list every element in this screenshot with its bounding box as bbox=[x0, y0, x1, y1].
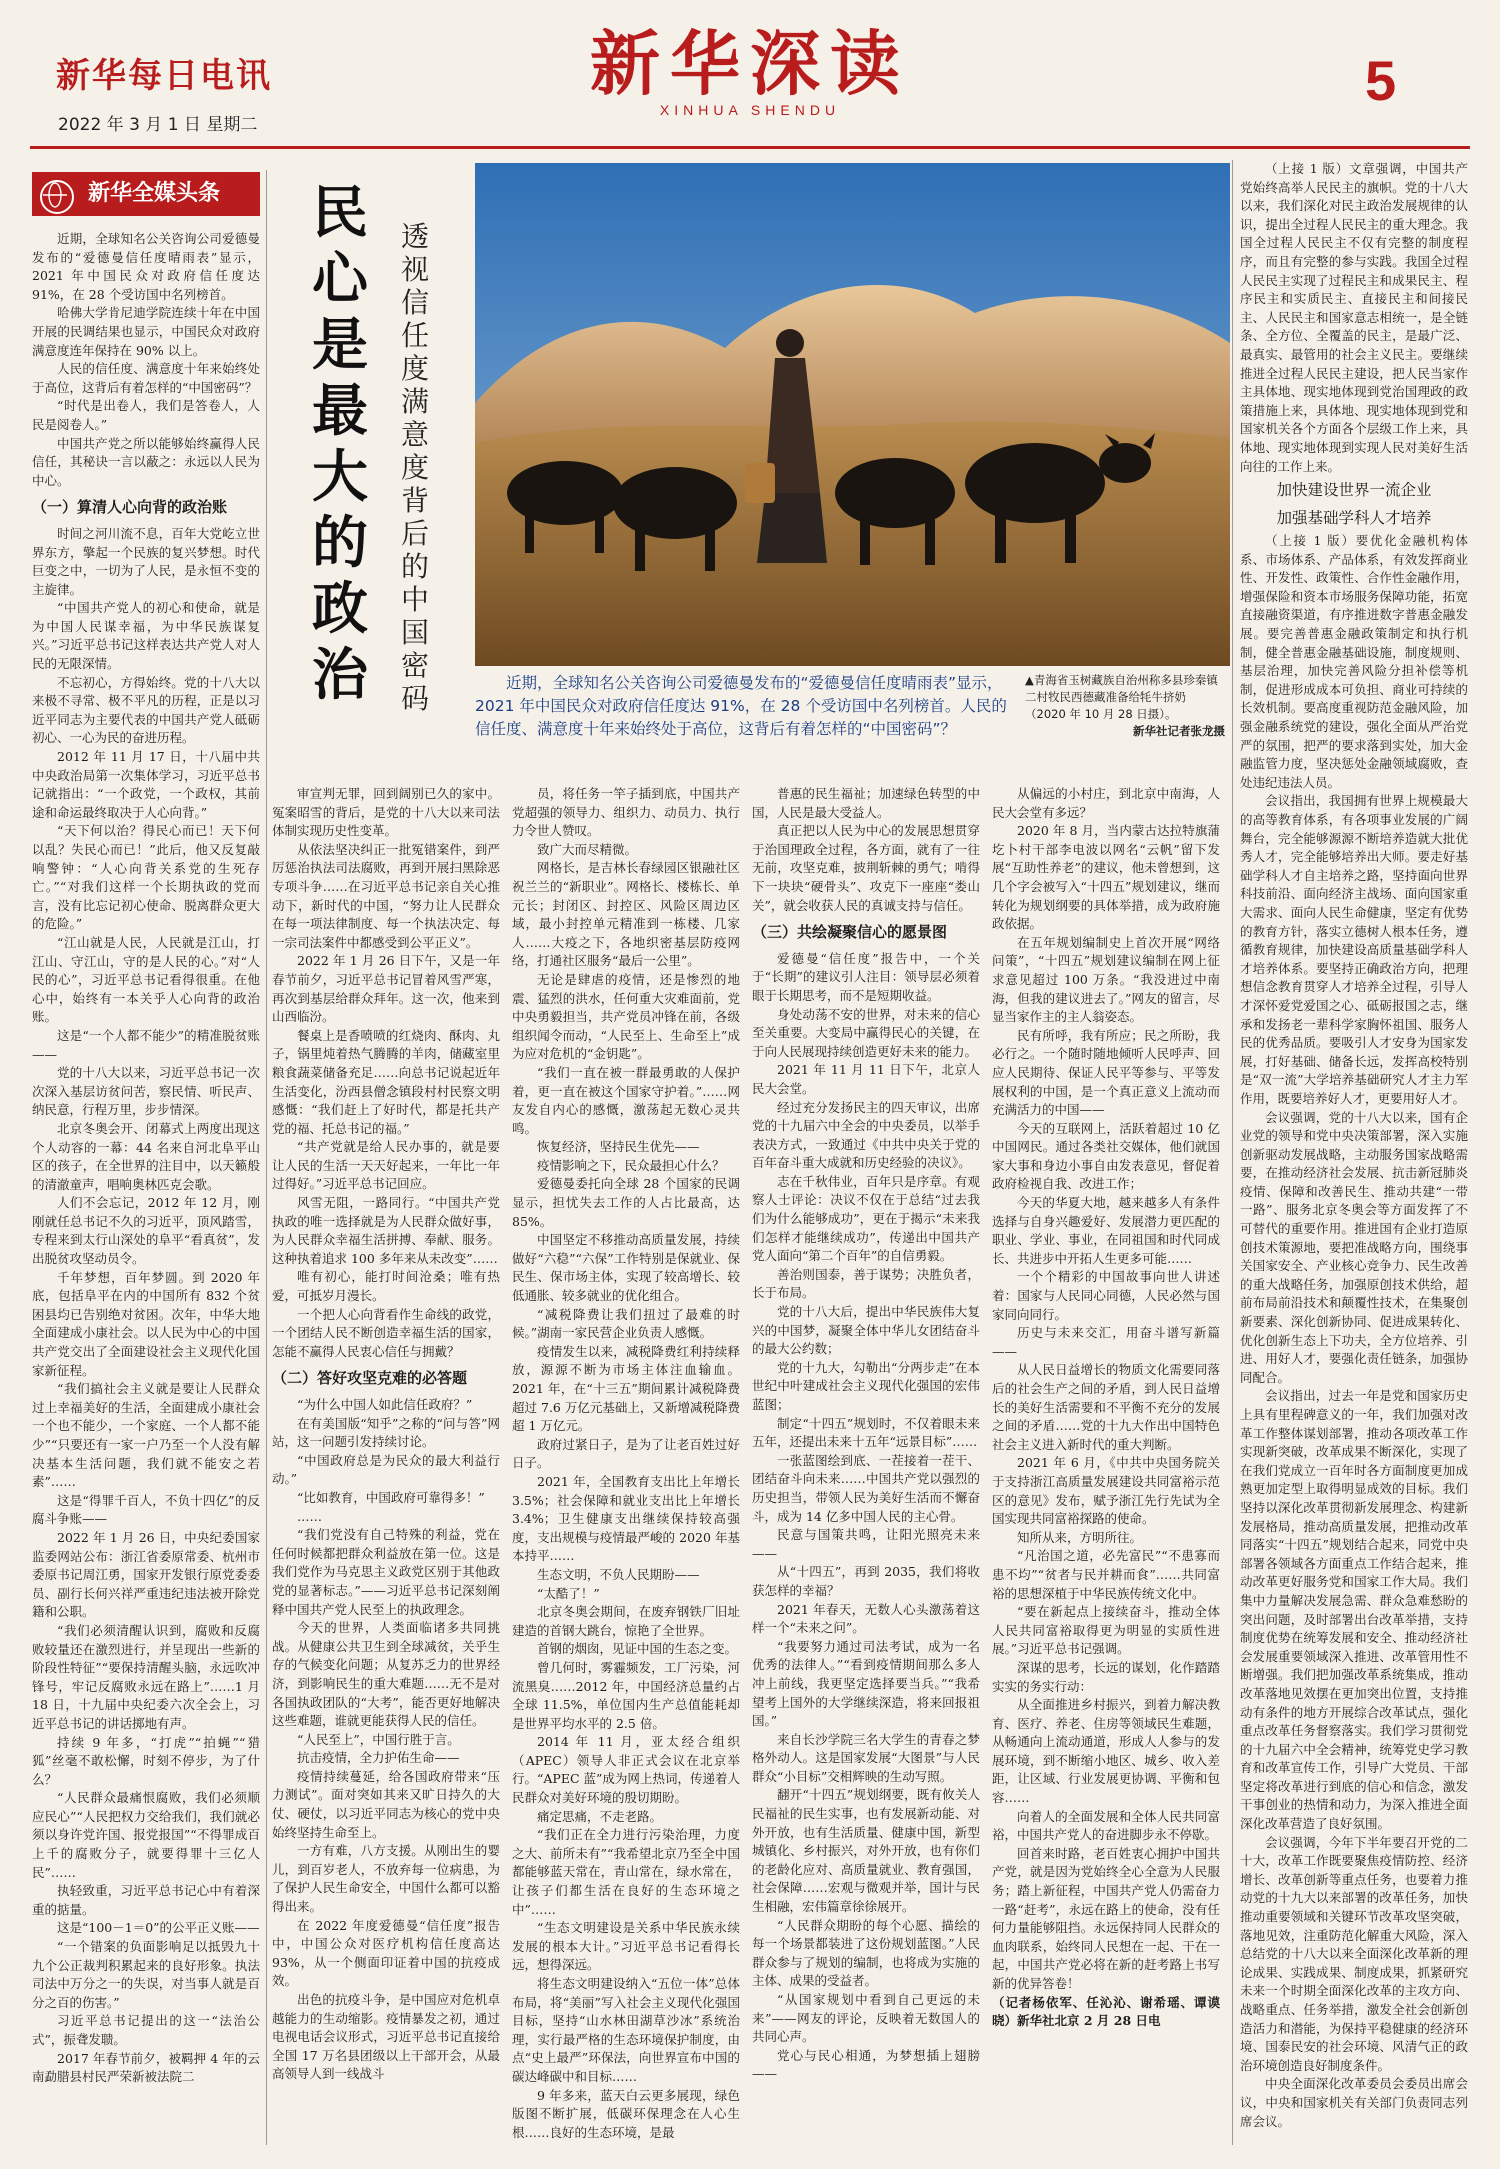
paragraph: 回首来时路，老百姓衷心拥护中国共产党，就是因为党始终全心全意为人民服务；踏上新征程，中国共产党人仍需奋力一路“赶考”，永远在路上的使命，没有任何力量能够阻挡。永远保持同人民群众的血肉联系，始终同人民想在一起、干在一起，中国共产党必将在新的赶考路上书写新的优异答卷！ bbox=[992, 1845, 1220, 1991]
paragraph: 2022 年 1 月 26 日下午，又是一年春节前夕，习近平总书记冒着风雪严寒，再次到基层给群众拜年。这一次，他来到山西临汾。 bbox=[272, 953, 500, 1025]
paragraph: 曾几何时，雾霾频发，工厂污染，河流黑臭……2012 年，中国经济总量约占全球 11.5%，单位国内生产总值能耗却是世界平均水平的 2.5 倍。 bbox=[512, 1659, 740, 1731]
globe-icon bbox=[40, 180, 74, 214]
paragraph: “我要努力通过司法考试，成为一名优秀的法律人。”“看到疫情期间那么多人冲上前线，我更坚定选择要当兵。”“我希望考上国外的大学继续深造，将来回报祖国。” bbox=[752, 1638, 980, 1729]
paragraph: （上接 1 版）文章强调，中国共产党始终高举人民民主的旗帜。党的十八大以来，我们深化对民主政治发展规律的认识，提出全过程人民民主的重大理念。我国全过程人民民主不仅有完整的制度程序，而且有完整的参与实践。我国全过程人民民主实现了过程民主和成果民主、程序民主和实质民主、直接民主和间接民主、人民民主和国家意志相统一，是全链条、全方位、全覆盖的民主，是最广泛、最真实、最管用的社会主义民主。要继续推进全过程人民民主建设，把人民当家作主具体地、现实地体现到党治国理政的政策措施上来，具体地、现实地体现到党和国家机关各个方面各个层级工作上来，具体地、现实地体现到实现人民对美好生活向往的工作上来。 bbox=[1240, 161, 1468, 474]
paragraph: 2017 年春节前夕，被羁押 4 年的云南勐腊县村民严荣新被法院二 bbox=[32, 2050, 260, 2085]
paragraph: 民有所呼，我有所应；民之所盼，我必行之。一个随时随地倾听人民呼声、回应人民期待、保证人民平等参与、平等发展权利的中国，是一个真正意义上流动而充满活力的中国—— bbox=[992, 1027, 1220, 1118]
paragraph: “凡治国之道，必先富民”“不患寡而患不均”“贫者与民并耕而食”……共同富裕的思想深植于中华民族传统文化中。 bbox=[992, 1548, 1220, 1601]
column-divider bbox=[1232, 160, 1233, 2145]
paragraph: “生态文明建设是关系中华民族永续发展的根本大计。”习近平总书记看得长远，想得深远。 bbox=[512, 1920, 740, 1973]
paragraph: 北京冬奥会开、闭幕式上两度出现这个人动容的一幕：44 名来自河北阜平山区的孩子，在全世界的注目中，以天籁般的清澈童声，唱响奥林匹克会歌。 bbox=[32, 1120, 260, 1192]
paragraph: 会议强调，今年下半年要召开党的二十大，改革工作既要聚焦疫情防控、经济增长、改革创新等重点任务，也要着力推动党的十九大以来部署的改革任务，加快推动重要领域和关键环节改革攻坚突破，落地见效，注重防范化解重大风险，深入总结党的十八大以来全面深化改革新的理论成果、实践成果、制度成果，抓紧研究未来一个时期全面深化改革的主攻方向、战略重点、任务举措，激发全社会创新创造活力和潜能，为保持平稳健康的经济环境、国泰民安的社会环境、风清气正的政治环境创造良好制度条件。 bbox=[1240, 1834, 1468, 2073]
paragraph: “一个错案的负面影响足以抵毁九十九个公正裁判积累起来的良好形象。执法司法中万分之一的失误，对当事人就是百分之百的伤害。” bbox=[32, 1939, 260, 2010]
paragraph: 员，将任务一竿子插到底，中国共产党超强的领导力、组织力、动员力、执行力令世人赞叹。 bbox=[512, 786, 740, 839]
sub-headline: 透视信任度满意度背后的中国密码 bbox=[400, 220, 429, 715]
paragraph: “我们搞社会主义就是要让人民群众过上幸福美好的生活，全面建成小康社会一个也不能少，一个家庭、一个人都不能少”“只要还有一家一户乃至一个人没有解决基本生活问题，我们就不能安之若素”…… bbox=[32, 1381, 260, 1490]
paragraph: “中国政府总是为民众的最大利益行动。” bbox=[272, 1452, 500, 1487]
paragraph: 深谋的思考，长远的谋划，化作踏踏实实的务实行动： bbox=[992, 1659, 1220, 1694]
column-divider bbox=[266, 170, 267, 2145]
article-column-4 bbox=[752, 785, 980, 2145]
paragraph: 中国坚定不移推动高质量发展，持续做好“六稳”“六保”工作特别是保就业、保民生、保市场主体，实现了较高增长、较低通胀、较多就业的优化组合。 bbox=[512, 1232, 740, 1304]
paragraph: 北京冬奥会期间，在废弃钢铁厂旧址建造的首钢大跳台，惊艳了全世界。 bbox=[512, 1604, 740, 1638]
title-line: 加快建设世界一流企业 bbox=[1276, 481, 1432, 500]
paragraph: “共产党就是给人民办事的，就是要让人民的生活一天天好起来，一年比一年过得好。”习近平总书记回应。 bbox=[272, 1139, 500, 1192]
paragraph: 抗击疫情，全力护佑生命—— bbox=[297, 1750, 460, 1766]
paragraph: 知所从来，方明所往。 bbox=[1017, 1529, 1143, 1545]
paragraph: 中央全面深化改革委员会委员出席会议，中央和国家机关有关部门负责同志列席会议。 bbox=[1240, 2076, 1468, 2129]
section-title bbox=[520, 22, 980, 118]
paragraph: “为什么中国人如此信任政府？” bbox=[297, 1397, 473, 1412]
paragraph: 痛定思痛，不走老路。 bbox=[537, 1808, 663, 1824]
article-byline: （记者杨依军、任沁沁、谢希瑶、谭谟晓）新华社北京 2 月 28 日电 bbox=[992, 1994, 1220, 2029]
paragraph: 党心与民心相通，为梦想插上翅膀—— bbox=[752, 2047, 980, 2082]
paragraph: 在五年规划编制史上首次开展“网络问策”，“十四五”规划建议编制在网上征求意见超过 100 万条。“我没进过中南海，但我的建议进去了。”网友的留言，尽显当家作主的主人翁姿态。 bbox=[992, 934, 1220, 1025]
paragraph: “我们一直在被一群最勇敢的人保护着，更一直在被这个国家守护着。”……网友发自内心的感慨，激荡起无数心灵共鸣。 bbox=[512, 1064, 740, 1136]
paragraph: 疫情影响之下，民众最担心什么？ bbox=[537, 1157, 725, 1173]
article-body bbox=[752, 785, 980, 915]
paragraph: “时代是出卷人，我们是答卷人，人民是阅卷人。” bbox=[32, 398, 260, 432]
paragraph: “人民群众最痛恨腐败，我们必须顺应民心”“人民把权力交给我们，我们就必须以身许党许国、报党报国”“不得罪成百上千的腐败分子，就要得罪十三亿人民”…… bbox=[32, 1790, 260, 1880]
continued-article-2 bbox=[1240, 532, 1468, 2131]
paragraph: 疫情发生以来，减税降费红利持续释放，源源不断为市场主体注血输血。2021 年，在“十三五”期间累计减税降费超过 7.6 万亿元基础上，又新增减税降费超 1 万亿元。 bbox=[512, 1343, 740, 1434]
paragraph: 从人民日益增长的物质文化需要同落后的社会生产之间的矛盾，到人民日益增长的美好生活需要和不平衡不充分的发展之间的矛盾……党的十九大作出中国特色社会主义进入新时代的重大判断。 bbox=[992, 1362, 1220, 1452]
continued-column bbox=[1240, 160, 1468, 2150]
paragraph: 哈佛大学肯尼迪学院连续十年在中国开展的民调结果也显示，中国民众对政府满意度连年保持在 90% 以上。 bbox=[32, 305, 260, 358]
article-body bbox=[272, 785, 500, 1361]
paragraph: 近期，全球知名公关咨询公司爱德曼发布的“爱德曼信任度晴雨表”显示，2021 年中国民众对政府信任度达 91%，在 28 个受访国中名列榜首。 bbox=[32, 231, 260, 302]
main-headline: 民心是最大的政治 bbox=[312, 180, 368, 708]
section-heading-2: （二）答好攻坚克难的必答题 bbox=[272, 1369, 468, 1388]
paragraph: “我们正在全力进行污染治理，力度之大、前所未有”“我希望北京乃至全中国都能够蓝天常在，青山常在，绿水常在，让孩子们都生活在良好的生态环境之中”…… bbox=[512, 1827, 740, 1917]
paragraph: 恢复经济，坚持民生优先—— bbox=[537, 1139, 700, 1155]
paragraph: “从国家规划中看到自己更远的未来”——网友的评论，反映着无数国人的共同心声。 bbox=[752, 1992, 980, 2045]
paragraph: “太酷了！” bbox=[537, 1585, 600, 1601]
article-column-3 bbox=[512, 785, 740, 2145]
paragraph: 从依法坚决纠正一批冤错案件，到严厉惩治执法司法腐败，再到开展扫黑除恶专项斗争……在习近平总书记亲自关心推动下，新时代的中国，“努力让人民群众在每一项法律制度、每一个执法决定、每一宗司法案件中都感受到公平正义”。 bbox=[272, 841, 500, 950]
paragraph: 来自长沙学院三名大学生的青春之梦格外动人。这是国家发展“大图景”与人民群众“小目标”交相辉映的生动写照。 bbox=[752, 1731, 980, 1784]
paragraph: 2021 年，全国教育支出比上年增长 3.5%；社会保障和就业支出比上年增长 3.4%；卫生健康支出继续保持较高强度，支出规模与疫情最严峻的 2020 年基本持平…… bbox=[512, 1473, 740, 1564]
article-column-5 bbox=[992, 785, 1220, 2145]
continued-article-2-title bbox=[1240, 476, 1468, 532]
paragraph: 党的十八大后，提出中华民族伟大复兴的中国梦，凝聚全体中华儿女团结奋斗的最大公约数； bbox=[752, 1304, 980, 1357]
paragraph: “减税降费让我们扭过了最难的时候。”湖南一家民营企业负责人感慨。 bbox=[512, 1306, 740, 1341]
paragraph: 首钢的烟囱，见证中国的生态之变。 bbox=[537, 1641, 738, 1657]
article-body bbox=[32, 525, 260, 2087]
paragraph: 党的十九大，勾勒出“分两步走”在本世纪中叶建成社会主义现代化强国的宏伟蓝图； bbox=[752, 1359, 980, 1412]
paragraph: 2021 年 6 月，《中共中央国务院关于支持浙江高质量发展建设共同富裕示范区的意见》发布，赋予浙江先行先试为全国实现共同富裕探路的使命。 bbox=[992, 1455, 1220, 1527]
photo-caption-main: 近期，全球知名公关咨询公司爱德曼发布的“爱德曼信任度晴雨表”显示，2021 年中国民众对政府信任度达 91%，在 28 个受访国中名列榜首。人民的信任度、满意度十年来始终处于高位，这背后有着怎样的“中国密码”？ bbox=[475, 674, 1007, 738]
title-line: 加强基础学科人才培养 bbox=[1276, 509, 1432, 528]
paragraph: 从全面推进乡村振兴，到着力解决教育、医疗、养老、住房等领域民生难题，从畅通向上流动通道，形成人人参与的发展环境，到不断缩小地区、城乡、收入差距，让区域、行业发展更协调、平衡和包容…… bbox=[992, 1697, 1220, 1806]
article-column-1 bbox=[32, 230, 260, 2145]
paragraph: “人民至上”，中国行胜于言。 bbox=[297, 1731, 460, 1747]
paragraph: 持续 9 年多，“打虎”“拍蝇”“猎狐”丝毫不敢松懈，时刻不停步，为了什么？ bbox=[32, 1734, 260, 1787]
paragraph: 会议指出，过去一年是党和国家历史上具有里程碑意义的一年，我们加强对改革工作整体谋划部署，推动各项改革工作实现新突破，改革成果不断深化，实现了在我们党成立一百年时各方面制度更加成熟更加定型上取得明显成效的目标。我们坚持以深化改革贯彻新发展理念、构建新发展格局，推动高质量发展，把推动改革同落实“十四五”规划结合起来，同党中央部署各领域各方面重点工作结合起来，推动改革更好服务党和国家工作大局。我们集中力量解决发展急需、群众急难愁盼的突出问题，及时部署出台改革举措，支持制度优势在统筹发展和安全、推动经济社会发展重要领域深入推进、改革管用性不断增强。我们把加强改革系统集成，推动改革落地见效摆在更加突出位置，支持推动有条件的地方开展综合改革试点，强化重点改革任务督察落实。我们学习贯彻党的十九届六中全会精神，统筹党史学习教育和改革宣传工作，引导广大党员、干部坚定将改革进行到底的信心和信念，激发干事创业的热情和动力，为深入推进全面深化改革营造了良好氛围。 bbox=[1240, 1388, 1468, 1832]
column-banner: 新华全媒头条 bbox=[32, 172, 260, 216]
paragraph: 风雪无阻，一路同行。“中国共产党执政的唯一选择就是为人民群众做好事，为人民群众幸福生活拼搏、奉献、服务。这种执着追求 100 多年来从未改变”…… bbox=[272, 1195, 500, 1266]
paragraph: 2012 年 11 月 17 日，十八届中共中央政治局第一次集体学习，习近平总书记就指出：“一个政党，一个政权，其前途和命运最终取决于人心向背。” bbox=[32, 749, 260, 820]
paragraph: 致广大而尽精微。 bbox=[537, 841, 638, 857]
paragraph: 在有美国版“知乎”之称的“问与答”网站，这一问题引发持续讨论。 bbox=[272, 1415, 500, 1450]
paragraph: 会议指出，我国拥有世界上规模最大的高等教育体系，有各项事业发展的广阔舞台，完全能够源源不断培养造就大批优秀人才，完全能够培养出大师。要走好基础学科人才自主培养之路，坚持面向世界科技前沿、面向经济主战场、面向国家重大需求、面向人民生命健康，坚定有优势的教育方针，落实立德树人根本任务，遵循教育规律，加快建设高质量基础学科人才培养体系。要坚持正确政治方向，把理想信念教育贯穿人才培养全过程，引导人才深怀爱党爱国之心、砥砺报国之志，继承和发扬老一辈科学家胸怀祖国、服务人民的优秀品质。要吸引人才安身为国家发展，打好基础、储备长远，发挥高校特别是“双一流”大学培养基础研究人才主力军作用，既要培养好人才，更要用好人才。 bbox=[1240, 793, 1468, 1106]
paragraph: 今天的华夏大地，越来越多人有条件选择与自身兴趣爱好、发展潜力更匹配的职业、学业、事业，在同祖国和时代同成长、共进步中开拓人生更多可能…… bbox=[992, 1195, 1220, 1266]
paragraph: “人民群众期盼的每个心愿、描绘的每一个场景都装进了这份规划蓝图。”人民群众参与了规划的编制，也将成为实施的主体、成果的受益者。 bbox=[752, 1917, 980, 1989]
article-column-2 bbox=[272, 785, 500, 2145]
paragraph: 一方有难，八方支援。从刚出生的婴儿，到百岁老人，不放弃每一位病患，为了保护人民生命安全，中国什么都可以豁得出来。 bbox=[272, 1843, 500, 1915]
paragraph: 无论是肆虐的疫情，还是惨烈的地震、猛烈的洪水，任何重大灾难面前，党中央勇毅担当，共产党员冲锋在前，各级组织闻令而动，“人民至上、生命至上”成为应对危机的“金钥匙”。 bbox=[512, 971, 740, 1062]
paragraph: 网格长，是吉林长春绿园区银融社区祝兰兰的“新职业”。网格长、楼栋长、单元长；封闭区、封控区、风险区周边区域，最小封控单元精准到一栋楼、几家人……大疫之下，各地织密基层防疫网络，打通社区服务“最后一公里”。 bbox=[512, 860, 740, 969]
paragraph: …… bbox=[297, 1508, 322, 1524]
article-body bbox=[752, 950, 980, 2084]
paragraph: 志在千秋伟业，百年只是序章。有观察人士评论：决议不仅在于总结“过去我们为什么能够成功”，更在于揭示“未来我们怎样才能继续成功”，传递出中国共产党人面向“第二个百年”的自信勇毅。 bbox=[752, 1173, 980, 1264]
page-number: 5 bbox=[1365, 49, 1397, 112]
paragraph: 执轻致重，习近平总书记心中有着深重的掂量。 bbox=[32, 1883, 260, 1917]
paragraph: 出色的抗疫斗争，是中国应对危机卓越能力的生动缩影。疫情暴发之初，通过电视电话会议形式，习近平总书记直接给全国 17 万名县团级以上干部开会，从最高领导人到一线战斗 bbox=[272, 1992, 500, 2082]
paragraph: （上接 1 版）要优化金融机构体系、市场体系、产品体系，有效发挥商业性、开发性、政策性、合作性金融作用，增强保险和资本市场服务保障功能，拓宽直接融资渠道，有序推进数字普惠金融发展。要完善普惠金融政策制定和执行机制，健全普惠金融基础设施，制度规则、基层治理，加快完善风险分担补偿等机制，促进形成成本可负担、商业可持续的长效机制。要高度重视防范金融风险，加强金融系统党的建设，强化全面从严治党严的氛围，把严的要求落到实处，加大金融监管力度，坚决惩处金融领域腐败，查处违纪违法人员。 bbox=[1240, 533, 1468, 790]
article-body bbox=[992, 785, 1220, 1994]
paragraph: 唯有初心，能打时间沧桑；唯有热爱，可抵岁月漫长。 bbox=[272, 1269, 500, 1304]
paragraph: “比如教育，中国政府可靠得多！” bbox=[297, 1489, 485, 1505]
paragraph: 9 年多来，蓝天白云更多展现，绿色版图不断扩展，低碳环保理念在人心生根……良好的生态环境，是最 bbox=[512, 2087, 740, 2140]
article-intro bbox=[32, 230, 260, 490]
paragraph: 制定“十四五”规划时，不仅着眼未来五年，还提出未来十五年“远景目标”…… bbox=[752, 1415, 980, 1450]
paragraph: 善治则国泰，善于谋势；决胜负者，长于布局。 bbox=[752, 1266, 980, 1301]
paragraph: “中国共产党人的初心和使命，就是为中国人民谋幸福，为中华民族谋复兴。”习近平总书记这样表达共产党人对人民的无限深情。 bbox=[32, 600, 260, 672]
paragraph: 这是“得罪千百人，不负十四亿”的反腐斗争账—— bbox=[32, 1492, 260, 1527]
paragraph: 将生态文明建设纳入“五位一体”总体布局，将“美丽”写入社会主义现代化强国目标，坚持“山水林田湖草沙冰”系统治理，实行最严格的生态环境保护制度，由点“史上最严”环保法，向世界宣布中国的碳达峰碳中和目标…… bbox=[512, 1976, 740, 2084]
paragraph: 普惠的民生福祉；加速绿色转型的中国，人民是最大受益人。 bbox=[752, 786, 980, 820]
paragraph: 疫情持续蔓延，给各国政府带来“压力测试”。面对突如其来又旷日持久的大仗、硬仗，以习近平同志为核心的党中央始终坚持生命至上。 bbox=[272, 1768, 500, 1840]
paragraph: “江山就是人民，人民就是江山，打江山、守江山，守的是人民的心。”对“人民的心”，习近平总书记看得很重。在他心中，始终有一本关乎人心向背的政治账。 bbox=[32, 934, 260, 1025]
section-title-cn: 新华深读 bbox=[590, 22, 910, 105]
paragraph: 人们不会忘记，2012 年 12 月，刚刚就任总书记不久的习近平，顶风踏雪，专程来到太行山深处的阜平“看真贫”，发出脱贫攻坚动员令。 bbox=[32, 1195, 260, 1267]
globe-icon-svg bbox=[42, 182, 72, 212]
paragraph: 经过充分发扬民主的四天审议，出席党的十九届六中全会的中央委员，以举手表决方式，一致通过《中共中央关于党的百年奋斗重大成就和历史经验的决议》。 bbox=[752, 1099, 980, 1171]
paragraph: 在 2022 年度爱德曼“信任度”报告中，中国公众对医疗机构信任度高达 93%，从一个侧面印证着中国的抗疫成效。 bbox=[272, 1917, 500, 1989]
section-heading-3: （三）共绘凝聚信心的愿景图 bbox=[752, 923, 948, 942]
paragraph: 一张蓝图绘到底、一茬接着一茬干、团结奋斗向未来……中国共产党以强烈的历史担当，带领人民为美好生活而不懈奋斗，成为 14 亿多中国人民的主心骨。 bbox=[752, 1452, 980, 1524]
paragraph: 翻开“十四五”规划纲要，既有攸关人民福祉的民生实事，也有发展新动能、对外开放，也有生活质量、健康中国，新型城镇化、乡村振兴，对外开放，也有你们的老龄化应对、高质量就业、教育强国，社会保障……宏观与微观并举，国计与民生相融，宏伟篇章徐徐展开。 bbox=[752, 1787, 980, 1915]
paragraph: 生态文明，不负人民期盼—— bbox=[537, 1566, 700, 1582]
paragraph: 今天的互联网上，活跃着超过 10 亿中国网民。通过各类社交媒体，他们就国家大事和身边小事自由发表意见，督促着政府检视自我、改进工作； bbox=[992, 1120, 1220, 1192]
paragraph: 真正把以人民为中心的发展思想贯穿于治国理政全过程，各方面，就有了一往无前，攻坚克难，披荆斩棘的勇气；啃得下一块块“硬骨头”、攻克下一座座“娄山关”，就会收获人民的真诚支持与信任。 bbox=[752, 823, 980, 913]
masthead-rule bbox=[30, 146, 1470, 149]
paragraph: 民意与国策共鸣，让阳光照亮未来—— bbox=[752, 1527, 980, 1561]
paragraph: 今天的世界，人类面临诸多共同挑战。从健康公共卫生到全球减贫，关乎生存的气候变化问题；从复苏乏力的世界经济，到影响民生的重大难题……无不是对各国执政团队的“大考”，能否更好地解决这些难题，谁就更能获得人民的信任。 bbox=[272, 1620, 500, 1729]
yak-herder-photo bbox=[475, 163, 1230, 666]
paragraph: 从“十四五”，再到 2035，我们将收获怎样的幸福？ bbox=[752, 1564, 980, 1598]
paragraph: 2021 年 11 月 11 日下午，北京人民大会堂。 bbox=[752, 1062, 980, 1096]
lead-photo bbox=[475, 163, 1230, 666]
paragraph: 2022 年 1 月 26 日，中央纪委国家监委网站公布：浙江省委原常委、杭州市委原书记周江勇，国家开发银行原党委委员、副行长何兴祥严重违纪违法被开除党籍和公职。 bbox=[32, 1529, 260, 1620]
section-heading-1: （一）算清人心向背的政治账 bbox=[32, 498, 228, 517]
article-body bbox=[512, 785, 740, 2142]
paragraph: 一个个精彩的中国故事向世人讲述着：国家与人民同心同德，人民必然与国家同向同行。 bbox=[992, 1269, 1220, 1322]
paragraph: 会议强调，党的十八大以来，国有企业党的领导和党中央决策部署，深入实施创新驱动发展战略，主动服务国家战略需要，在推动经济社会发展、抗击新冠肺炎疫情、保障和改善民生、推动共建“一带一路”、服务北京冬奥会等方面发挥了不可替代的重要作用。推进国有企业打造原创技术策源地，要把准战略方向，围绕事关国家安全、产业核心竞争力、民生改善的重大战略任务，加强原创技术供给，超前布局前沿技术和颠覆性技术，在集聚创新要素、深化创新协同、促进成果转化、优化创新生态上下功夫，全方位培养、引进、用好人才，要强化责任链条，加强协同配合。 bbox=[1240, 1109, 1468, 1385]
paragraph: 向着人的全面发展和全体人民共同富裕，中国共产党人的奋进脚步永不停歇。 bbox=[992, 1808, 1220, 1843]
paragraph: 一个把人心向背看作生命线的政党，一个团结人民不断创造幸福生活的国家，怎能不赢得人民衷心信任与拥戴？ bbox=[272, 1306, 500, 1359]
paragraph: 时间之河川流不息，百年大党屹立世界东方，擎起一个民族的复兴梦想。时代巨变之中，一切为了人民，是永恒不变的主旋律。 bbox=[32, 525, 260, 597]
paragraph: 这是“100－1＝0”的公平正义账—— bbox=[57, 1920, 260, 1936]
paragraph: 党的十八大以来，习近平总书记一次次深入基层访贫问苦，察民情、听民声、纳民意，行程万里，步步情深。 bbox=[32, 1065, 260, 1118]
continued-article-1 bbox=[1240, 160, 1468, 476]
paragraph: 从偏远的小村庄，到北京中南海，人民大会堂有多远？ bbox=[992, 786, 1220, 820]
paragraph: 千年梦想，百年梦圆。到 2020 年底，包括阜平在内的中国所有 832 个贫困县均已告别绝对贫困。次年，中华大地全面建成小康社会。以人民为中心的中国共产党交出了全面建设社会主义现代化国家新征程。 bbox=[32, 1269, 260, 1378]
paragraph: 身处动荡不安的世界，对未来的信心至关重要。大变局中赢得民心的关键，在于向人民展现持续创造更好未来的能力。 bbox=[752, 1006, 980, 1059]
paragraph: 餐桌上是香喷喷的红烧肉、酥肉、丸子，锅里炖着热气腾腾的羊肉，储藏室里粮食蔬菜储备充足……向总书记说起近年生活变化，汾西县僧念镇段村村民察文明感慨：“我们赶上了好时代，都是托共产党的福、托总书记的福。” bbox=[272, 1027, 500, 1136]
publication-date: 2022 年 3 月 1 日 星期二 bbox=[58, 115, 258, 135]
paragraph: 这是“一个人都不能少”的精准脱贫账—— bbox=[32, 1027, 260, 1062]
photo-caption-text: ▲青海省玉树藏族自治州称多县珍秦镇二村牧民西德藏准备给牦牛挤奶（2020 年 10 月 28 日摄）。 bbox=[1025, 673, 1218, 721]
article-body bbox=[272, 1396, 500, 2084]
paragraph: “我们党没有自己特殊的利益，党在任何时候都把群众利益放在第一位。这是我们党作为马克思主义政党区别于其他政党的显著标志。”——习近平总书记深刻阐释中国共产党人民至上的执政理念。 bbox=[272, 1527, 500, 1617]
paragraph: “我们必须清醒认识到，腐败和反腐败较量还在激烈进行，并呈现出一些新的阶段性特征”“要保持清醒头脑，永远吹冲锋号，牢记反腐败永远在路上”……1 月 18 日，十九届中央纪委六次全会上，习近平总书记的讲话掷地有声。 bbox=[32, 1622, 260, 1731]
paragraph: 政府过紧日子，是为了让老百姓过好日子。 bbox=[512, 1436, 740, 1471]
paragraph: 不忘初心，方得始终。党的十八大以来极不寻常、极不平凡的历程，正是以习近平同志为主要代表的中国共产党人砥砺初心、一心为民的奋进历程。 bbox=[32, 674, 260, 746]
paragraph: 审宣判无罪，回到阔别已久的家中。冤案昭雪的背后，是党的十八大以来司法体制实现历史性变革。 bbox=[272, 786, 500, 839]
paragraph: “天下何以治？得民心而已！天下何以乱？失民心而已！”此后，他又反复敲响警钟：“人心向背关系党的生死存亡。”“对我们这样一个长期执政的党而言，没有比忘记初心使命、脱离群众更大的危险。” bbox=[32, 823, 260, 932]
section-title-pinyin: XINHUA SHENDU bbox=[659, 102, 841, 118]
photo-credit: 新华社记者张龙摄 bbox=[1133, 724, 1225, 738]
paragraph: 2020 年 8 月，当内蒙古达拉特旗蒲圪卜村干部李电波以网名“云帆”留下发展“互助性养老”的建议，他未曾想到，这几个字会被写入“十四五”规划建议，继而转化为规划纲要的具体举措，成为政府施政依据。 bbox=[992, 823, 1220, 932]
paragraph: 习近平总书记提出的这一“法治公式”，振聋发聩。 bbox=[32, 2013, 260, 2047]
paragraph: 爱德曼委托向全球 28 个国家的民调显示，担忧失去工作的人占比最高，达 85%。 bbox=[512, 1176, 740, 1229]
paragraph: 人民的信任度、满意度十年来始终处于高位，这背后有着怎样的“中国密码”？ bbox=[32, 361, 260, 395]
paragraph: 历史与未来交汇，用奋斗谱写新篇—— bbox=[992, 1325, 1220, 1359]
photo-caption-side bbox=[1025, 672, 1225, 740]
paragraph: 爱德曼“信任度”报告中，一个关于“长期”的建议引人注目：领导层必须着眼于长期思考，而不是短期收益。 bbox=[752, 950, 980, 1003]
paragraph: 2014 年 11 月，亚太经合组织（APEC）领导人非正式会议在北京举行。“APEC 蓝”成为网上热词，传递着人民群众对美好环境的殷切期盼。 bbox=[512, 1734, 740, 1806]
paragraph: 2021 年春天，无数人心头激荡着这样一个“未来之问”。 bbox=[752, 1601, 980, 1636]
brand-logo: 新华每日电讯 bbox=[56, 56, 272, 96]
paragraph: 中国共产党之所以能够始终赢得人民信任，其秘诀一言以蔽之：永远以人民为中心。 bbox=[32, 435, 260, 488]
paragraph: “要在新起点上接续奋斗，推动全体人民共同富裕取得更为明显的实质性进展。”习近平总书记强调。 bbox=[992, 1604, 1220, 1657]
